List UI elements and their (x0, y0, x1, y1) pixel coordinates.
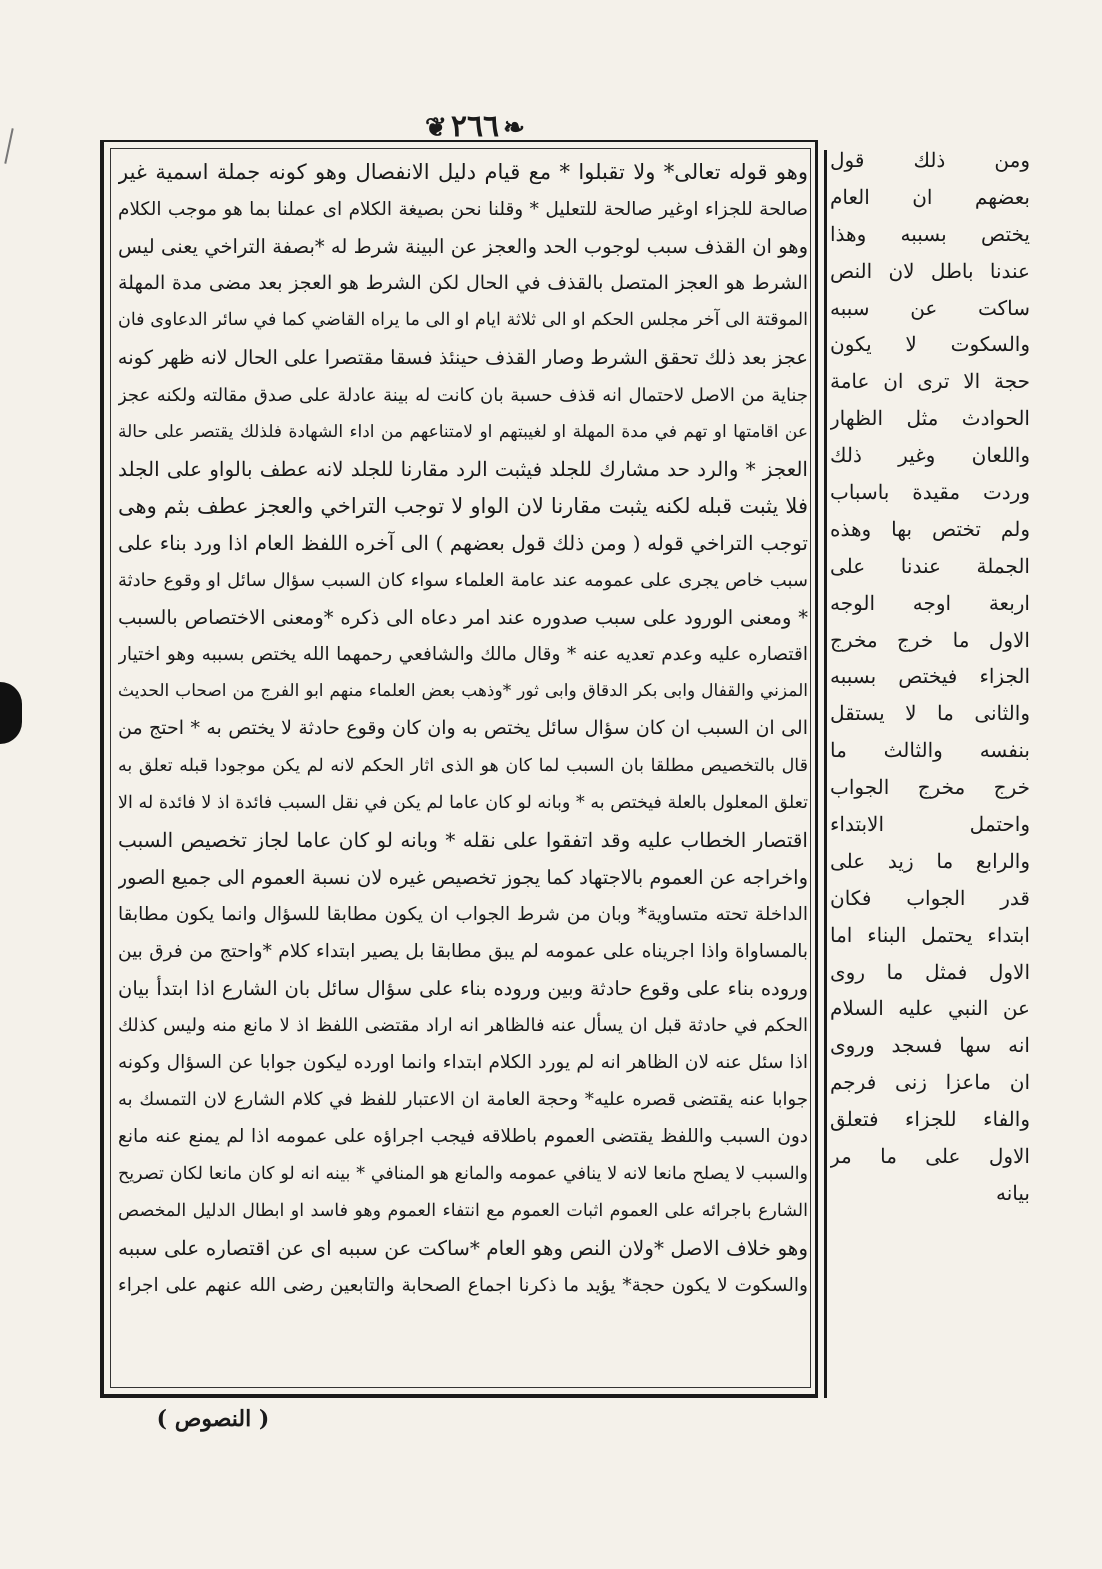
margin-text-line: وردت مقيدة باسباب (830, 480, 1030, 505)
main-text-line: الحكم في حادثة قبل ان يسأل عنه فالظاهر انه اراد مقتضى اللفظ اذ لا مانع منه وليس كذلك (118, 1015, 808, 1037)
main-text-line: * ومعنى الورود على سبب صدوره عند امر دعاه الى ذكره *ومعنى الاختصاص بالسبب (118, 606, 808, 630)
main-text-line: جوابا عنه يقتضى قصره عليه* وحجة العامة ان الاعتبار للفظ في كلام الشارع لان التمسك به (118, 1089, 808, 1111)
margin-text-line: اربعة اوجه الوجه (830, 590, 1030, 615)
margin-text-line: والسكوت لا يكون (830, 332, 1030, 357)
main-text-line: والسبب لا يصلح مانعا لانه لا ينافي عمومه والمانع هو المنافي * بينه انه لو كان مانعا لكان تصريح (118, 1163, 808, 1184)
main-text-line: جناية من الاصل لاحتمال انه قذف حسبة بان كانت له بينة عادلة على صدق مقالته ولكنه عجز (118, 384, 808, 406)
margin-text-line: والرابع ما زيد على (830, 848, 1030, 873)
main-text-line: دون السبب واللفظ يقتضى العموم باطلاقه فيجب اجراؤه على عمومه اذا لم يمنع عنه مانع (118, 1126, 808, 1148)
main-text-line: وهو قوله تعالى* ولا تقبلوا * مع قيام دليل الانفصال وهو كونه جملة اسمية غير (118, 160, 808, 184)
margin-text-line: الاول ما خرج مخرج (830, 627, 1030, 652)
main-text-line: المزني والقفال وابى بكر الدقاق وابى ثور *وذهب بعض العلماء منهم ابو الفرج من اصحاب الحديث (118, 681, 808, 702)
main-text-line: العجز * والرد حد مشارك للجلد فيثبت الرد مقارنا للجلد لانه عطف بالواو على الجلد (118, 456, 808, 481)
margin-text-line: حجة الا ترى ان عامة (830, 369, 1030, 394)
margin-text-line: ان ماعزا زنى فرجم (830, 1070, 1030, 1095)
margin-text-line: ساكت عن سببه (830, 295, 1030, 320)
margin-text-line: والفاء للجزاء فتعلق (830, 1107, 1030, 1132)
margin-text-line: بنفسه والثالث ما (830, 738, 1030, 763)
main-text-line: اقتصار الخطاب عليه وقد اتفقوا على نقله * وبانه لو كان عاما لجاز تخصيص السبب (118, 827, 808, 852)
main-text-body (118, 154, 808, 1304)
main-text-line: الشارع باجرائه على العموم اثبات العموم مع انتفاء العموم وهو فاسد او ابطال الدليل المخصص (118, 1200, 808, 1221)
main-text-line: توجب التراخي قوله ( ومن ذلك قول بعضهم ) الى آخره اللفظ العام اذا ورد بناء على (118, 530, 808, 555)
main-text-line: سبب خاص يجرى على عمومه عند عامة العلماء سواء كان السبب سؤال سائل او وقوع حادثة (118, 570, 808, 592)
main-text-line: الموقتة الى آخر مجلس الحكم او الى ثلاثة ايام او الى ما يراه القاضي كما في سائر الدعاوى فان (118, 310, 808, 331)
margin-text-line: ولم تختص بها وهذه (830, 516, 1030, 541)
margin-text-line: قدر الجواب فكان (830, 885, 1030, 910)
main-text-line: اذا سئل عنه لان الظاهر انه لم يورد الكلام ابتداء وانما اورده ليكون جوابا عن السؤال وكونه (118, 1052, 808, 1074)
margin-text-line: والثانى ما لا يستقل (830, 701, 1030, 726)
margin-text-line: الاول فمثل ما روى (830, 959, 1030, 984)
main-text-line: صالحة للجزاء اوغير صالحة للتعليل * وقلنا نحن بصيغة الكلام اى عملنا بما هو موجب الكلام (118, 199, 808, 221)
margin-text-line: عن النبي عليه السلام (830, 996, 1030, 1021)
main-text-line: عن اقامتها او تهم في مدة المهلة او لغيبتهم او لامتناعهم من اداء الشهادة فلذلك يقتصر على حالة (118, 421, 808, 442)
margin-text-line: بيانه (996, 1180, 1030, 1205)
main-text-line: اقتصاره عليه وعدم تعديه عنه * وقال مالك والشافعي رحمهما الله يختص بسببه وهو اختيار (118, 644, 808, 666)
main-text-line: والسكوت لا يكون حجة* يؤيد ما ذكرنا اجماع الصحابة والتابعين رضى الله عنهم على اجراء (118, 1274, 808, 1296)
margin-text-line: واللعان وغير ذلك (830, 443, 1030, 468)
main-text-line: بالمساواة واذا اجريناه على عمومه لم يبق مطابقا بل يصير ابتداء كلام *واحتج من فرق بين (118, 940, 808, 962)
margin-text-line: ابتداء يحتمل البناء اما (830, 922, 1030, 947)
catchword: ( النصوص ) (156, 1406, 270, 1432)
main-text-line: عجز بعد ذلك تحقق الشرط وصار القذف حينئذ فسقا مقتصرا على الحال لانه ظهر كونه (118, 346, 808, 370)
margin-text-line: يختص بسببه وهذا (830, 221, 1030, 246)
margin-text-line: خرج مخرج الجواب (830, 775, 1030, 800)
margin-text-line: بعضهم ان العام (830, 184, 1030, 209)
main-text-line: الى ان السبب ان كان سؤال سائل يختص به وان كان وقوع حادثة لا يختص به * احتج من (118, 717, 808, 740)
main-text-line: الشرط هو العجز المتصل بالقذف في الحال لكن الشرط هو العجز بعد مضى مدة المهلة (118, 272, 808, 295)
main-text-line: الداخلة تحته متساوية* وبان من شرط الجواب ان يكون مطابقا للسؤال وانما يكون مطابقا (118, 903, 808, 925)
ornament-right-icon: ❧ (503, 113, 525, 143)
main-text-line: واخراجه عن العموم بالاجتهاد كما يجوز تخصيص غيره لان نسبة العموم الى جميع الصور (118, 865, 808, 889)
margin-text-line: الاول على ما مر (830, 1144, 1030, 1169)
main-text-line: فلا يثبت قبله لكنه يثبت مقارنا لان الواو لا توجب التراخي والعجز عطف بثم وهى (118, 493, 808, 518)
page-number-text: ٢٦٦ (450, 109, 500, 144)
main-text-line: تعلق المعلول بالعلة فيختص به * وبانه لو كان عاما لم يكن في نقل السبب فائدة اذ لا فائدة له الا (118, 792, 808, 813)
paper-edge-mark (4, 128, 13, 164)
main-text-line: وهو ان القذف سبب لوجوب الحد والعجز عن البينة شرط له *بصفة التراخي يعنى ليس (118, 235, 808, 259)
main-text-line: وهو خلاف الاصل *ولان النص وهو العام *ساكت عن سببه اى عن اقتصاره على سببه (118, 1235, 808, 1260)
main-text-line: قال بالتخصيص مطلقا بان السبب لما كان هو الذى اثار الحكم لانه لم يكن موجودا قبله تعلق به (118, 755, 808, 776)
margin-divider (824, 150, 827, 1398)
margin-text-line: عندنا باطل لان النص (830, 258, 1030, 283)
margin-text-line: الجملة عندنا على (830, 553, 1030, 578)
margin-text-line: واحتمل الابتداء (830, 812, 1030, 837)
margin-text-line: الحوادث مثل الظهار (830, 406, 1030, 431)
margin-text-line: الجزاء فيختص بسببه (830, 664, 1030, 689)
margin-commentary (830, 142, 1030, 1212)
margin-text-line: ومن ذلك قول (830, 148, 1030, 172)
ink-blot (0, 682, 22, 744)
main-text-line: وروده بناء على وقوع حادثة وبين وروده بناء على سؤال سائل بان الشارع اذا ابتدأ بيان (118, 977, 808, 1001)
ornament-left-icon: ❦ (425, 113, 447, 143)
margin-text-line: انه سها فسجد وروى (830, 1033, 1030, 1058)
